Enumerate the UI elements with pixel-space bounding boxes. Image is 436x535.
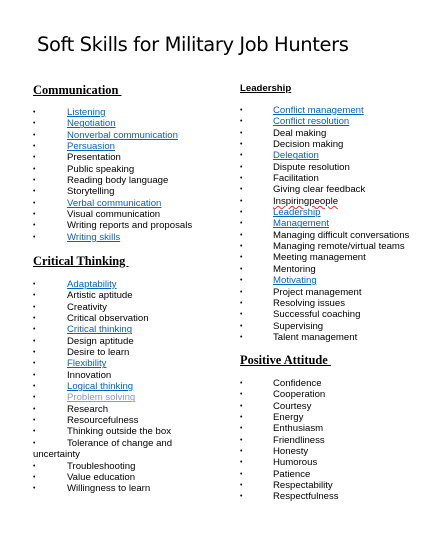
skill-text: Respectability (273, 480, 333, 492)
bullet-icon: • (33, 233, 36, 241)
bullet-icon: • (33, 371, 36, 379)
list-item (33, 130, 228, 141)
bullet-icon: • (240, 197, 243, 205)
skill-text: Patience (273, 468, 311, 480)
bullet-icon: • (33, 485, 36, 493)
skill-text: Research (67, 403, 109, 415)
bullet-icon: • (33, 337, 36, 345)
list-item (33, 404, 228, 415)
list-item (240, 230, 430, 241)
skill-text: Troubleshooting (67, 460, 136, 472)
bullet-icon: • (240, 493, 243, 501)
skill-link[interactable]: Writing skills (67, 231, 121, 243)
bullet-icon: • (240, 141, 243, 149)
skill-link[interactable]: Conflict resolution (273, 116, 350, 128)
skill-text: Critical observation (67, 313, 149, 325)
bullet-icon: • (33, 439, 36, 447)
bullet-icon: • (33, 383, 36, 391)
skill-link[interactable]: Management (273, 218, 329, 230)
skill-text: Honesty (273, 446, 309, 458)
skill-link[interactable]: Nonverbal communication (67, 129, 178, 141)
skill-text: Deal making (273, 127, 327, 139)
bullet-icon: • (240, 175, 243, 183)
skill-text: Energy (273, 412, 304, 424)
bullet-icon: • (240, 231, 243, 239)
list-item (33, 347, 228, 358)
heading-communication: Communication (33, 83, 122, 97)
skill-text: Friendliness (273, 434, 325, 446)
list-item (33, 483, 228, 494)
bullet-icon: • (240, 243, 243, 251)
skill-link[interactable]: Verbal communication (67, 197, 162, 209)
list-item (240, 241, 430, 252)
bullet-icon: • (240, 448, 243, 456)
skill-link[interactable]: Delegation (273, 150, 319, 162)
skill-text: Mentoring (273, 263, 316, 275)
list-item (33, 141, 228, 152)
list-item (240, 196, 430, 207)
list-item (240, 389, 430, 400)
bullet-icon: • (240, 391, 243, 399)
bullet-icon: • (33, 473, 36, 481)
skill-text: Resourcefulness (67, 415, 139, 427)
list-item (240, 275, 430, 286)
list-item (33, 198, 228, 209)
list-item (33, 302, 228, 313)
bullet-icon: • (240, 414, 243, 422)
list-item (240, 469, 430, 480)
list-item (240, 139, 430, 150)
bullet-icon: • (240, 163, 243, 171)
skill-link[interactable]: Logical thinking (67, 381, 134, 393)
bullet-icon: • (33, 109, 36, 116)
bullet-icon: • (33, 281, 36, 288)
skill-text: Meeting management (273, 252, 366, 264)
skill-text: Value education (67, 471, 136, 483)
bullet-icon: • (240, 380, 243, 387)
list-item (33, 472, 228, 483)
bullet-icon: • (33, 177, 36, 185)
list-item (240, 423, 430, 434)
list-item (33, 358, 228, 369)
skill-link[interactable]: Problem solving (67, 392, 136, 404)
skill-text: Giving clear feedback (273, 184, 366, 196)
bullet-icon: • (33, 199, 36, 207)
skill-text: Presentation (67, 152, 121, 164)
list-item (240, 252, 430, 263)
list-item (240, 105, 430, 116)
skill-text: Public speaking (67, 163, 135, 175)
list-item (33, 381, 228, 392)
list-item (240, 401, 430, 412)
list-item (33, 232, 228, 243)
bullet-icon: • (240, 425, 243, 433)
skill-text: Dispute resolution (273, 161, 350, 173)
skill-text: Tolerance of change and (67, 437, 173, 449)
bullet-icon: • (33, 303, 36, 311)
list-item (240, 264, 430, 275)
bullet-icon: • (240, 482, 243, 490)
list-item (33, 164, 228, 175)
bullet-icon: • (33, 120, 36, 128)
list-item (33, 415, 228, 426)
list-item (240, 480, 430, 491)
list-item (33, 392, 228, 403)
list-leadership (240, 105, 430, 343)
list-item (33, 461, 228, 472)
list-item (33, 220, 228, 231)
bullet-icon: • (240, 333, 243, 341)
skill-link[interactable]: Flexibility (67, 358, 107, 370)
bullet-icon: • (240, 152, 243, 160)
list-item (240, 378, 430, 389)
skill-text: Project management (273, 286, 362, 298)
list-item (240, 298, 430, 309)
list-item (33, 336, 228, 347)
skill-text: Confidence (273, 378, 322, 389)
list-item (240, 435, 430, 446)
skill-text: Desire to learn (67, 347, 130, 359)
bullet-icon: • (33, 417, 36, 425)
skill-text: Enthusiasm (273, 423, 324, 435)
heading-leadership: Leadership (240, 83, 292, 94)
bullet-icon: • (33, 222, 36, 230)
list-item (240, 173, 430, 184)
bullet-icon: • (33, 154, 36, 162)
list-item (240, 332, 430, 343)
bullet-icon: • (33, 211, 36, 219)
list-critical-thinking (33, 279, 228, 495)
skill-text: Courtesy (273, 400, 312, 412)
skill-text: Artistic aptitude (67, 290, 133, 302)
skill-text: Visual communication (67, 209, 161, 221)
list-item (240, 184, 430, 195)
bullet-icon: • (33, 292, 36, 300)
list-item (33, 426, 228, 437)
list-item (240, 412, 430, 423)
list-item (240, 321, 430, 332)
skill-link[interactable]: Leadership (273, 207, 321, 219)
bullet-icon: • (33, 315, 36, 323)
list-item (33, 313, 228, 324)
bullet-icon: • (33, 394, 36, 402)
bullet-icon: • (240, 288, 243, 296)
list-item (33, 107, 228, 118)
list-item (33, 209, 228, 220)
skill-text: Creativity (67, 301, 107, 313)
skill-text: Decision making (273, 139, 344, 151)
skill-text: Respectfulness (273, 491, 339, 503)
skill-link[interactable]: Adaptability (67, 279, 117, 290)
skill-text: Humorous (273, 457, 318, 469)
list-item (240, 287, 430, 298)
skill-link[interactable]: Persuasion (67, 141, 115, 153)
list-item (240, 150, 430, 161)
skill-text: Thinking outside the box (67, 426, 171, 438)
list-item (33, 186, 228, 197)
bullet-icon: • (240, 129, 243, 137)
list-item (240, 491, 430, 502)
list-item (33, 118, 228, 129)
list-item (240, 207, 430, 218)
skill-link[interactable]: Motivating (273, 275, 317, 287)
skill-link[interactable]: Critical thinking (67, 324, 133, 336)
bullet-icon: • (240, 209, 243, 217)
skill-text: Successful coaching (273, 309, 361, 321)
bullet-icon: • (240, 470, 243, 478)
heading-positive-attitude: Positive Attitude (240, 353, 331, 367)
skill-text: Managing remote/virtual teams (273, 241, 405, 253)
skill-text: Willingness to learn (67, 483, 151, 495)
bullet-icon: • (33, 360, 36, 368)
bullet-icon: • (240, 118, 243, 126)
list-item (240, 116, 430, 127)
skill-text: Facilitation (273, 173, 319, 185)
bullet-icon: • (240, 322, 243, 330)
bullet-icon: • (240, 107, 243, 114)
list-item (240, 218, 430, 229)
skill-text: Reading body language (67, 175, 169, 187)
skill-text: Cooperation (273, 389, 326, 401)
list-item (33, 290, 228, 301)
document-title: Soft Skills for Military Job Hunters (37, 33, 349, 56)
list-item (33, 438, 228, 461)
list-item (240, 309, 430, 320)
list-item (33, 279, 228, 290)
bullet-icon: • (33, 462, 36, 470)
bullet-icon: • (240, 311, 243, 319)
skill-text: Writing reports and proposals (67, 220, 193, 232)
list-item (240, 446, 430, 457)
bullet-icon: • (240, 220, 243, 228)
skill-text: Managing difficult conversations (273, 229, 410, 241)
bullet-icon: • (33, 349, 36, 357)
bullet-icon: • (33, 428, 36, 436)
bullet-icon: • (240, 254, 243, 262)
bullet-icon: • (240, 265, 243, 273)
bullet-icon: • (240, 299, 243, 307)
skill-text: Inspiringpeople (273, 195, 339, 207)
skill-text: Talent management (273, 331, 358, 343)
list-item (240, 162, 430, 173)
bullet-icon: • (33, 165, 36, 173)
bullet-icon: • (240, 186, 243, 194)
list-item (240, 457, 430, 468)
skill-text: Innovation (67, 369, 112, 381)
list-item (33, 324, 228, 335)
skill-text-continuation: uncertainty (33, 449, 80, 461)
bullet-icon: • (240, 277, 243, 285)
skill-text: Storytelling (67, 186, 115, 198)
bullet-icon: • (33, 131, 36, 139)
skill-link[interactable]: Conflict management (273, 105, 364, 116)
list-item (240, 128, 430, 139)
bullet-icon: • (240, 436, 243, 444)
skill-text: Supervising (273, 320, 324, 332)
skill-link[interactable]: Listening (67, 107, 106, 118)
list-positive-attitude (240, 378, 430, 503)
skill-text: Design aptitude (67, 335, 134, 347)
list-item (33, 175, 228, 186)
bullet-icon: • (240, 459, 243, 467)
skill-link[interactable]: Negotiation (67, 118, 116, 130)
bullet-icon: • (33, 326, 36, 334)
list-item (33, 152, 228, 163)
heading-critical-thinking: Critical Thinking (33, 254, 129, 268)
list-communication (33, 107, 228, 243)
skill-text: Resolving issues (273, 297, 345, 309)
list-item (33, 370, 228, 381)
bullet-icon: • (240, 402, 243, 410)
bullet-icon: • (33, 143, 36, 151)
bullet-icon: • (33, 188, 36, 196)
bullet-icon: • (33, 405, 36, 413)
